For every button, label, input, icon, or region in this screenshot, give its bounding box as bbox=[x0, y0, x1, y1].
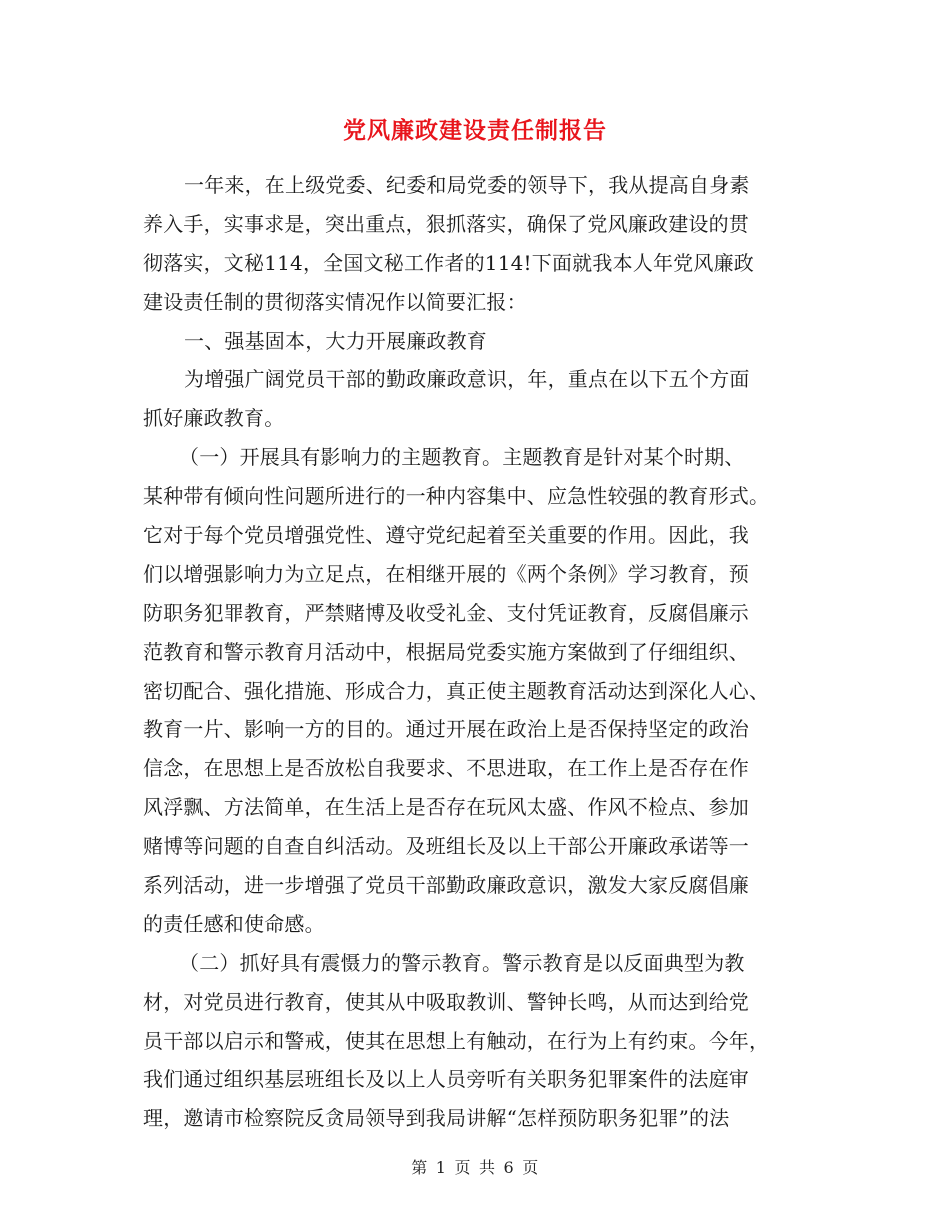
body-line: 养入手，实事求是，突出重点，狠抓落实，确保了党风廉政建设的贯 bbox=[143, 211, 749, 236]
body-line: 范教育和警示教育月活动中，根据局党委实施方案做到了仔细组织、 bbox=[143, 639, 749, 664]
body-line: 员干部以启示和警戒，使其在思想上有触动，在行为上有约束。今年， bbox=[143, 1028, 770, 1053]
document-body bbox=[143, 166, 803, 1138]
body-line: 某种带有倾向性问题所进行的一种内容集中、应急性较强的教育形式。 bbox=[143, 484, 770, 509]
body-line: 建设责任制的贯彻落实情况作以简要汇报： bbox=[143, 289, 527, 314]
footer-suffix: 页 bbox=[522, 1158, 539, 1177]
page-footer bbox=[0, 1155, 950, 1178]
body-line: 的责任感和使命感。 bbox=[143, 911, 325, 936]
body-line: 材，对党员进行教育，使其从中吸取教训、警钟长鸣，从而达到给党 bbox=[143, 989, 749, 1014]
body-line: 密切配合、强化措施、形成合力，真正使主题教育活动达到深化人心、 bbox=[143, 678, 770, 703]
body-line: 它对于每个党员增强党性、遵守党纪起着至关重要的作用。因此，我 bbox=[143, 523, 749, 548]
body-line: 风浮飘、方法简单，在生活上是否存在玩风太盛、作风不检点、参加 bbox=[143, 795, 749, 820]
body-line: 彻落实，文秘114，全国文秘工作者的114!下面就我本人年党风廉政 bbox=[143, 250, 754, 275]
body-line: 们以增强影响力为立足点，在相继开展的《两个条例》学习教育，预 bbox=[143, 561, 749, 586]
body-line: 一年来，在上级党委、纪委和局党委的领导下，我从提高自身素 bbox=[184, 173, 750, 197]
subsection-line: （二）抓好具有震慑力的警示教育。警示教育是以反面典型为教 bbox=[179, 950, 745, 975]
document-title: 党风廉政建设责任制报告 bbox=[343, 117, 607, 144]
body-line: 信念，在思想上是否放松自我要求、不思进取，在工作上是否存在作 bbox=[143, 756, 749, 781]
body-line: 教育一片、影响一方的目的。通过开展在政治上是否保持坚定的政治 bbox=[143, 717, 749, 742]
body-line: 防职务犯罪教育，严禁赌博及收受礼金、支付凭证教育，反腐倡廉示 bbox=[143, 600, 749, 625]
footer-page-number: 1 bbox=[435, 1158, 447, 1177]
body-line: 为增强广阔党员干部的勤政廉政意识，年，重点在以下五个方面 bbox=[184, 367, 750, 392]
body-line: 我们通过组织基层班组长及以上人员旁听有关职务犯罪案件的法庭审 bbox=[143, 1067, 749, 1092]
footer-prefix: 第 bbox=[411, 1158, 428, 1177]
footer-total-pages: 6 bbox=[503, 1158, 515, 1177]
body-line: 抓好廉政教育。 bbox=[143, 406, 285, 431]
body-line: 赌博等问题的自查自纠活动。及班组长及以上干部公开廉政承诺等一 bbox=[143, 834, 749, 859]
footer-middle: 页 bbox=[454, 1158, 471, 1177]
section-heading: 一、强基固本，大力开展廉政教育 bbox=[184, 328, 487, 353]
body-line: 系列活动，进一步增强了党员干部勤政廉政意识，激发大家反腐倡廉 bbox=[143, 873, 749, 898]
footer-total-prefix: 共 bbox=[479, 1158, 496, 1177]
body-line: 理，邀请市检察院反贪局领导到我局讲解“怎样预防职务犯罪”的法 bbox=[143, 1106, 730, 1131]
subsection-line: （一）开展具有影响力的主题教育。主题教育是针对某个时期、 bbox=[179, 445, 745, 470]
